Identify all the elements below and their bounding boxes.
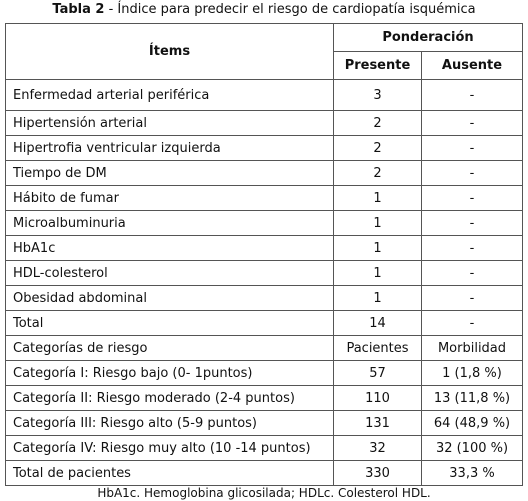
cell-item: HDL-colesterol (6, 261, 334, 286)
cell-morbilidad: 1 (1,8 %) (422, 361, 523, 386)
table-row (6, 386, 523, 411)
cell-item: HbA1c (6, 236, 334, 261)
cell-ausente: - (422, 80, 523, 111)
cell-item: Enfermedad arterial periférica (6, 80, 334, 111)
cell-categoria: Categoría I: Riesgo bajo (0- 1puntos) (6, 361, 334, 386)
cell-pacientes: 131 (334, 411, 422, 436)
cell-presente: 1 (334, 286, 422, 311)
cell-pacientes: 57 (334, 361, 422, 386)
cell-presente: 2 (334, 136, 422, 161)
risk-header-row (6, 336, 523, 361)
cell-presente: 1 (334, 236, 422, 261)
caption-text: - Índice para predecir el riesgo de cardiopatía isquémica (104, 2, 476, 17)
cell-ausente: - (422, 261, 523, 286)
table-row (6, 261, 523, 286)
cell-ausente: - (422, 286, 523, 311)
cell-presente: 14 (334, 311, 422, 336)
header-row-1 (6, 24, 523, 52)
table-row (6, 161, 523, 186)
cell-pacientes: 32 (334, 436, 422, 461)
header-presente: Presente (334, 52, 422, 80)
cell-categoria: Categoría III: Riesgo alto (5-9 puntos) (6, 411, 334, 436)
cell-morbilidad: 64 (48,9 %) (422, 411, 523, 436)
cell-ausente: - (422, 311, 523, 336)
cell-morbilidad: 33,3 % (422, 461, 523, 486)
cell-presente: 3 (334, 80, 422, 111)
risk-header-morbilidad: Morbilidad (422, 336, 523, 361)
cell-item: Obesidad abdominal (6, 286, 334, 311)
table-footnote: HbA1c. Hemoglobina glicosilada; HDLc. Colesterol HDL. (97, 486, 431, 500)
header-ausente: Ausente (422, 52, 523, 80)
table-row (6, 286, 523, 311)
cell-ausente: - (422, 211, 523, 236)
cell-item: Hipertrofia ventricular izquierda (6, 136, 334, 161)
table-row (6, 186, 523, 211)
cell-presente: 2 (334, 111, 422, 136)
table-row (6, 411, 523, 436)
cell-morbilidad: 32 (100 %) (422, 436, 523, 461)
table-row (6, 136, 523, 161)
cell-ausente: - (422, 161, 523, 186)
cell-ausente: - (422, 111, 523, 136)
cell-item: Hipertensión arterial (6, 111, 334, 136)
header-items: Ítems (6, 24, 334, 80)
table-row (6, 461, 523, 486)
table-caption (0, 0, 528, 20)
cell-categoria: Categoría II: Riesgo moderado (2-4 puntos) (6, 386, 334, 411)
cell-categoria: Total de pacientes (6, 461, 334, 486)
table-row (6, 361, 523, 386)
cell-pacientes: 330 (334, 461, 422, 486)
table-row (6, 111, 523, 136)
cell-presente: 1 (334, 261, 422, 286)
cell-morbilidad: 13 (11,8 %) (422, 386, 523, 411)
caption-label: Tabla 2 (52, 2, 105, 17)
cell-ausente: - (422, 236, 523, 261)
cell-presente: 1 (334, 186, 422, 211)
table-row (6, 236, 523, 261)
cell-item: Tiempo de DM (6, 161, 334, 186)
cell-presente: 2 (334, 161, 422, 186)
table-row (6, 436, 523, 461)
risk-header-label: Categorías de riesgo (6, 336, 334, 361)
cell-item: Total (6, 311, 334, 336)
risk-header-pacientes: Pacientes (334, 336, 422, 361)
cell-item: Microalbuminuria (6, 211, 334, 236)
cell-categoria: Categoría IV: Riesgo muy alto (10 -14 puntos) (6, 436, 334, 461)
cell-ausente: - (422, 186, 523, 211)
cell-presente: 1 (334, 211, 422, 236)
header-ponderacion: Ponderación (334, 24, 523, 52)
table-row (6, 211, 523, 236)
cell-pacientes: 110 (334, 386, 422, 411)
risk-index-table (5, 23, 523, 486)
table-row (6, 80, 523, 111)
cell-item: Hábito de fumar (6, 186, 334, 211)
cell-ausente: - (422, 136, 523, 161)
table-row (6, 311, 523, 336)
